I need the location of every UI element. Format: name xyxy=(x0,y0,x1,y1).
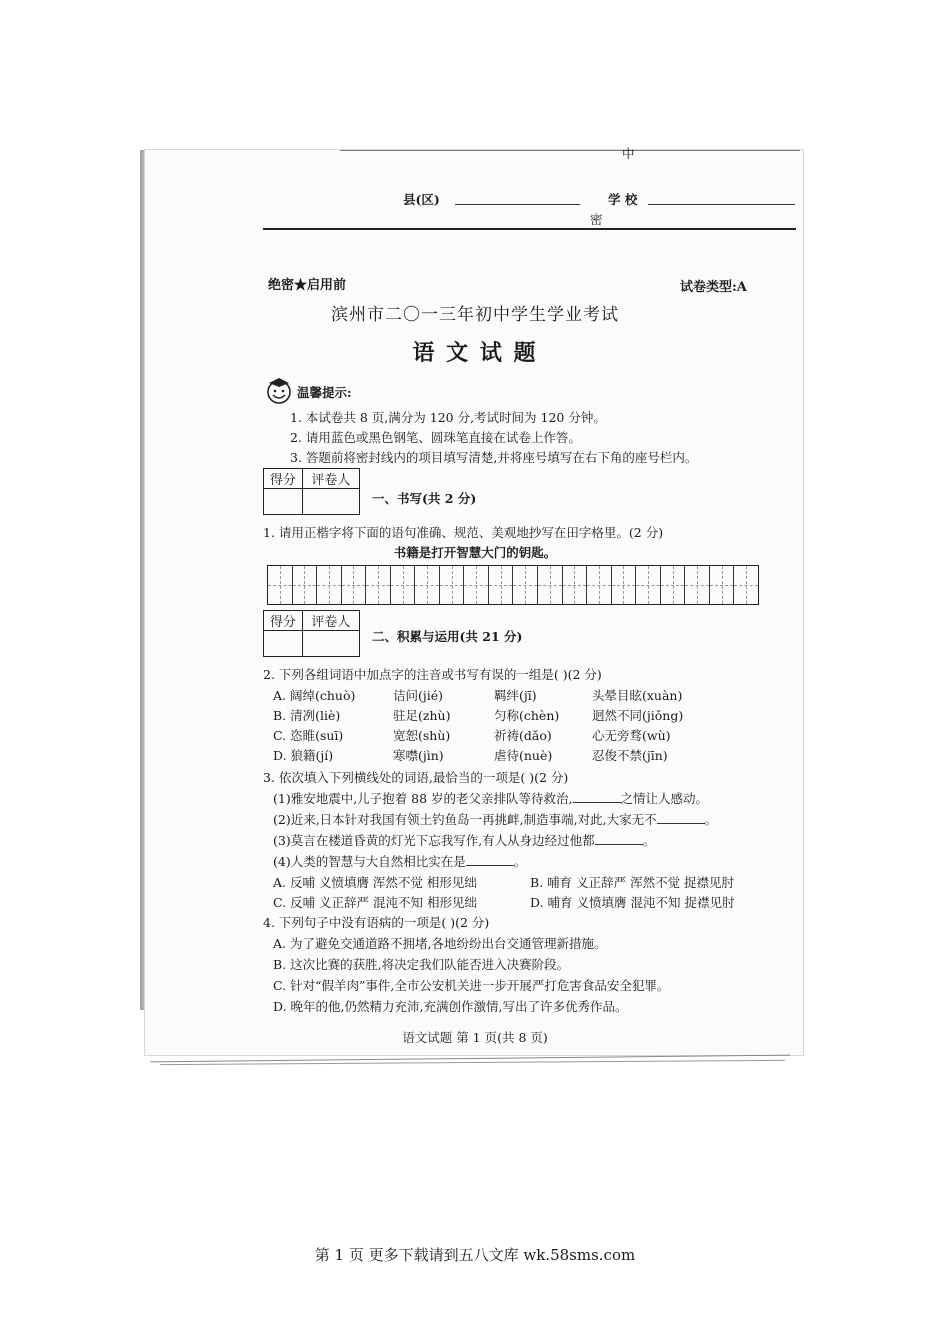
score-cell[interactable] xyxy=(264,631,303,657)
q2-option-b2: 驻足(zhù) xyxy=(393,708,451,723)
tips-heading: 温馨提示: xyxy=(297,385,352,400)
question-3: 3. 依次填入下列横线处的词语,最恰当的一项是( )(2 分) xyxy=(263,770,569,785)
site-footer: 第 1 页 更多下载请到五八文库 wk.58sms.com xyxy=(314,1246,636,1264)
q4-option-d: D. 晚年的他,仍然精力充沛,充满创作激情,写出了许多优秀作品。 xyxy=(273,999,628,1014)
grid-cell[interactable] xyxy=(415,566,440,604)
question-1: 1. 请用正楷字将下面的语句准确、规范、美观地抄写在田字格里。(2 分) xyxy=(263,525,664,540)
blank-line[interactable] xyxy=(595,834,643,845)
score-box-1 xyxy=(263,468,360,515)
q3-item-text: 之情让人感动。 xyxy=(620,791,709,806)
grid-cell[interactable] xyxy=(587,566,612,604)
grader-header: 评卷人 xyxy=(302,611,359,631)
q3-item-text: (2)近来,日本针对我国有领土钓鱼岛一再挑衅,制造事端,对此,大家无不 xyxy=(273,812,657,827)
q2-option-c1: C. 恣睢(suī) xyxy=(273,728,344,743)
q2-option-d4: 忍俊不禁(jīn) xyxy=(592,748,668,763)
smiley-icon xyxy=(263,374,295,406)
question-2: 2. 下列各组词语中加点字的注音或书写有误的一组是( )(2 分) xyxy=(263,667,602,682)
blank-line[interactable] xyxy=(466,855,514,866)
exam-subtitle: 语 文 试 题 xyxy=(412,340,538,366)
paper-stack-line xyxy=(160,1046,785,1065)
county-label: 县(区) xyxy=(403,192,440,207)
q2-option-d3: 虐待(nuè) xyxy=(494,748,553,763)
section2-title: 二、积累与运用(共 21 分) xyxy=(372,629,523,644)
q2-option-c3: 祈祷(dǎo) xyxy=(494,728,552,743)
seal-line xyxy=(263,228,796,230)
q2-option-d2: 寒噤(jìn) xyxy=(393,748,444,763)
q3-item-text: 。 xyxy=(704,812,718,827)
q2-option-c2: 宽恕(shù) xyxy=(393,728,451,743)
grid-cell[interactable] xyxy=(538,566,563,604)
grid-cell[interactable] xyxy=(317,566,342,604)
blank-line[interactable] xyxy=(573,792,621,803)
q3-item-2 xyxy=(273,810,717,828)
q2-option-c4: 心无旁骛(wù) xyxy=(592,728,671,743)
q2-option-a1: A. 阔绰(chuò) xyxy=(273,688,356,703)
q3-item-3 xyxy=(273,831,655,849)
grid-cell[interactable] xyxy=(440,566,465,604)
header-mark: 中 xyxy=(622,146,635,161)
q4-option-b: B. 这次比赛的获胜,将决定我们队能否进入决赛阶段。 xyxy=(273,957,570,972)
grid-cell[interactable] xyxy=(636,566,661,604)
grid-cell[interactable] xyxy=(489,566,514,604)
tip-item: 3. 答题前将密封线内的项目填写清楚,并将座号填写在右下角的座号栏内。 xyxy=(290,450,698,465)
school-field[interactable] xyxy=(648,204,795,205)
grader-cell[interactable] xyxy=(302,631,359,657)
q3-item-4 xyxy=(273,852,526,870)
q2-option-b4: 迥然不同(jiǒng) xyxy=(592,708,684,723)
copy-sentence: 书籍是打开智慧大门的钥匙。 xyxy=(393,545,557,560)
q4-option-c: C. 针对“假羊肉”事件,全市公安机关进一步开展严打危害食品安全犯罪。 xyxy=(273,978,670,993)
section1-title: 一、书写(共 2 分) xyxy=(372,491,477,506)
q3-option-a: A. 反哺 义愤填膺 浑然不觉 相形见绌 xyxy=(273,875,477,890)
grid-cell[interactable] xyxy=(268,566,293,604)
score-box-2 xyxy=(263,610,360,657)
grid-cell[interactable] xyxy=(293,566,318,604)
grid-cell[interactable] xyxy=(612,566,637,604)
q2-option-d1: D. 狼籍(jí) xyxy=(273,748,334,763)
grid-cell[interactable] xyxy=(734,566,758,604)
tip-item: 1. 本试卷共 8 页,满分为 120 分,考试时间为 120 分钟。 xyxy=(290,410,606,425)
page-number: 语文试题 第 1 页(共 8 页) xyxy=(402,1030,548,1045)
grid-cell[interactable] xyxy=(563,566,588,604)
exam-title: 滨州市二〇一三年初中学生学业考试 xyxy=(331,305,619,325)
school-label: 学 校 xyxy=(608,192,638,207)
grid-cell[interactable] xyxy=(513,566,538,604)
q2-option-b1: B. 清冽(liè) xyxy=(273,708,341,723)
q3-item-1 xyxy=(273,789,708,807)
q3-option-d: D. 哺育 义愤填膺 混沌不知 捉襟见肘 xyxy=(530,895,735,910)
grid-cell[interactable] xyxy=(391,566,416,604)
q2-option-b3: 匀称(chèn) xyxy=(494,708,560,723)
q3-item-text: (1)雅安地震中,儿子抱着 88 岁的老父亲排队等待救治, xyxy=(273,791,573,806)
grader-cell[interactable] xyxy=(302,489,359,515)
paper-type: 试卷类型:A xyxy=(680,280,747,295)
score-header: 得分 xyxy=(264,469,303,489)
grid-cell[interactable] xyxy=(661,566,686,604)
grid-cell[interactable] xyxy=(342,566,367,604)
tip-item: 2. 请用蓝色或黑色钢笔、圆珠笔直接在试卷上作答。 xyxy=(290,430,581,445)
score-cell[interactable] xyxy=(264,489,303,515)
seal-label: 密 xyxy=(590,212,603,227)
blank-line[interactable] xyxy=(657,813,705,824)
secret-label: 绝密★启用前 xyxy=(268,278,347,293)
q3-option-c: C. 反哺 义正辞严 混沌不知 相形见绌 xyxy=(273,895,477,910)
score-header: 得分 xyxy=(264,611,303,631)
grader-header: 评卷人 xyxy=(302,469,359,489)
q2-option-a2: 诘问(jié) xyxy=(393,688,444,703)
tianzi-grid[interactable] xyxy=(267,565,759,605)
q2-option-a3: 羁绊(jī) xyxy=(494,688,537,703)
county-field[interactable] xyxy=(455,204,580,205)
q3-item-text: 。 xyxy=(513,854,527,869)
q4-option-a: A. 为了避免交通道路不拥堵,各地纷纷出台交通管理新措施。 xyxy=(273,936,607,951)
q3-option-b: B. 哺育 义正辞严 浑然不觉 捉襟见肘 xyxy=(530,875,735,890)
q3-item-text: (4)人类的智慧与大自然相比实在是 xyxy=(273,854,466,869)
question-4: 4. 下列句子中没有语病的一项是( )(2 分) xyxy=(263,915,490,930)
grid-cell[interactable] xyxy=(366,566,391,604)
q3-item-text: 。 xyxy=(642,833,656,848)
grid-cell[interactable] xyxy=(464,566,489,604)
q2-option-a4: 头晕目眩(xuàn) xyxy=(592,688,683,703)
grid-cell[interactable] xyxy=(685,566,710,604)
top-fold-line xyxy=(340,150,800,151)
grid-cell[interactable] xyxy=(710,566,735,604)
q3-item-text: (3)莫言在楼道昏黄的灯光下忘我写作,有人从身边经过他都 xyxy=(273,833,595,848)
